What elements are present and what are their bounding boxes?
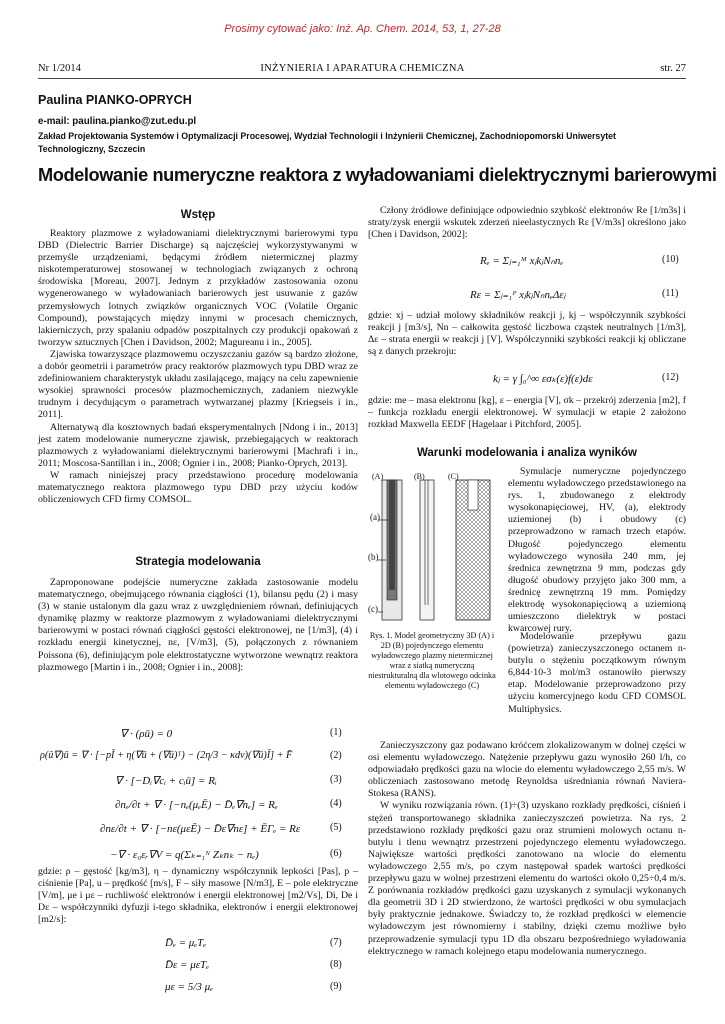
- page-number: str. 27: [660, 63, 686, 74]
- equation-number: (8): [330, 959, 342, 970]
- equation-number: (9): [330, 981, 342, 992]
- equation-number: (7): [330, 937, 342, 948]
- part-label: (b): [368, 552, 379, 562]
- paragraph: Człony źródłowe definiujące odpowiednio szybkość elektronów Re [1/m3s] i straty/zysk energii wskutek zderzeń nieelastycznych Rε [V/m3s] określono jako [Chen i Davidson, 2002]:: [368, 205, 686, 241]
- strategy-text: [38, 577, 358, 674]
- paragraph: gdzie: me – masa elektronu [kg], ε – energia [V], σk – przekrój zderzenia [m2], f – funkcja rozkładu energii elektronowej. W symulacji w etapie 2 założono rozkład Maxwella EEDF [Hagelaar i Pitchford, 2005].: [368, 395, 686, 431]
- paragraph: Zanieczyszczony gaz podawano króćcem zlokalizowanym w dolnej części w osi elementu wyładowczego. Natężenie przepływu gazu wynosiło 260 l/h, co odpowiadało prędkości gazu na wlocie do elementu wyładowczego 2,55 m/s. W obliczeniach zastosowano metodę Reynoldsa uśredniania równań Naviera-Stokesa (RANS).: [368, 740, 686, 800]
- equation-5: ∂nε/∂t + ∇ · [−nε(μεĒ) − D̄ε∇nε] + ĒΓₑ = Rε: [100, 823, 301, 835]
- journal-name: INŻYNIERIA I APARATURA CHEMICZNA: [260, 63, 465, 74]
- panel-label: (B): [414, 472, 425, 481]
- issue-number: Nr 1/2014: [38, 63, 81, 74]
- paragraph: Modelowanie przepływu gazu (powietrza) zanieczyszczonego octanem n-butylu o stężeniu początkowym równym 6,844·10-3 mol/m3 ostanowiło pierwszy etap. Modelowanie przeprowadzono przy użyciu komercyjnego kodu CFD COMSOL Multiphysics.: [508, 631, 686, 715]
- section-heading-strategy: Strategia modelowania: [135, 556, 261, 568]
- hv-electrode-3d: [389, 480, 395, 590]
- rate-coefficients-text: [368, 310, 686, 358]
- geometry-model-figure: [368, 470, 498, 626]
- equation-10: Rₑ = Σⱼ₌₁ᴹ xⱼkⱼNₙnₑ: [480, 255, 564, 267]
- equation-number: (2): [330, 750, 342, 761]
- equation-number: (10): [662, 254, 679, 265]
- part-label: (a): [370, 512, 380, 522]
- equation-number: (1): [330, 727, 342, 738]
- author-email: e-mail: paulina.pianko@zut.edu.pl: [38, 116, 197, 127]
- equation-9: με = 5/3 μₑ: [165, 981, 213, 993]
- equation-number: (6): [330, 848, 342, 859]
- equation-2: ρ(ū∇)ū = ∇ · [−pĪ + η(∇ū + (∇ū)ᵀ) − (2η/3 − κdv)(∇ū)Ī] + F̄: [40, 750, 293, 761]
- paragraph: W wyniku rozwiązania równ. (1)÷(3) uzyskano rozkłady prędkości, ciśnień i stężeń transportowanego składnika zanieczyszczeń powietrza. Na rys. 2 przedstawiono rozkłady prędkości gazu oraz strumieni molowych octanu n-butylu i tlenu wewnątrz przestrzeni pojedynczego elementu wyładowczego. Największe wartości prędkości zanotowano na wlocie do elementu wyładowczego 2,55 m/s, po czym następował spadek wartości prędkości przepływu gazu w wolnej przestrzeni elementu do wartości około 0,25÷0,4 m/s. Z porównania rozkładów prędkości gazu uzyskanych z symulacji wykonanych dla geometrii 3D i 2D stwierdzono, że wartości prędkości w obu symulacjach były praktycznie jednakowe. Świadczy to, że rozkład prędkości w elemencie wyładowczym jest równomierny i stabilny, dzięki czemu możliwe było przeprowadzenie symulacji typu 1D dla obszaru bezpośredniego wyładowania elektrycznego w ramach kolejnego etapu modelowania numerycznego.: [368, 800, 686, 957]
- maxwell-text: [368, 395, 686, 431]
- equation-6: −∇ · ε₀εᵣ∇V = q(Σₖ₌₁ᴺ Zₖnₖ − nₑ): [110, 849, 259, 861]
- panel-label: (C): [448, 472, 459, 481]
- paper-title: Modelowanie numeryczne reaktora z wyładowaniami dielektrycznymi barierowymi: [38, 165, 717, 185]
- equation-7: D̄ₑ = μₑTₑ: [165, 937, 207, 949]
- intro-text: [38, 228, 358, 506]
- header-rule: [38, 78, 686, 79]
- figure-caption: Rys. 1. Model geometryczny 3D (A) i 2D (B) pojedynczego elementu wyładowczego plazmy nietermicznej wraz z siatką numeryczną niestrukturalną dla wlotowego odcinka elementu wyładowczego (C): [368, 631, 496, 690]
- section-heading-intro: Wstęp: [180, 209, 216, 221]
- equation-3: ∇ · [−Dᵢ∇cᵢ + cᵢū] = Rᵢ: [115, 775, 217, 787]
- equation-number: (4): [330, 798, 342, 809]
- panel-label: (A): [372, 472, 384, 481]
- citation-banner: Prosimy cytować jako: Inż. Ap. Chem. 2014, 53, 1, 27-28: [224, 23, 501, 35]
- gas-flow-text: [508, 631, 686, 716]
- paragraph: Zaproponowane podejście numeryczne zakłada zastosowanie modelu matematycznego, obejmującego równania ciągłości (1), bilansu pędu (2) i masy (3) w stanie ustalonym dla gazu wraz z uwzględnieniem równań, definiujących dynamikę plazmy w reaktorze plazmowym z wyładowaniami dielektrycznymi barierowymi w postaci równań ciągłości gęstości elektronowej, ne [1/m3], (4) i rozkładu energii kinetycznej, nε, [V/m3], (5), połączonych z równaniem Poissona (6), definiującym pole elektrostatyczne wytworzone wewnątrz reaktora plazmowego [Martin i in., 2008; Ognier i in., 2008]:: [38, 577, 358, 673]
- author-name: Paulina PIANKO-OPRYCH: [38, 93, 192, 107]
- equation-4: ∂nₑ/∂t + ∇ · [−nₑ(μₑĒ) − D̄ₑ∇nₑ] = Rₑ: [115, 799, 278, 811]
- equation-8: D̄ε = μεTₑ: [165, 959, 210, 971]
- paragraph: gdzie: ρ – gęstość [kg/m3], η – dynamiczny współczynnik lepkości [Pas], p – ciśnienie [Pa], u – prędkość [m/s], F – siły masowe [N/m3], E – pole elektryczne [V/m], μe i με – ruchliwość elektronów i energii elektronowej [m2/Vs], Di, De i Dε – współczynniki dyfuzji i-tego składnika, elektronów i energii elektronowej [m2/s]:: [38, 866, 358, 926]
- source-terms-text: [368, 205, 686, 241]
- author-affiliation: Zakład Projektowania Systemów i Optymalizacji Procesowej, Wydział Technologii i Inżynierii Chemicznej, Zachodniopomorski Uniwersytet Technologiczny, Szczecin: [38, 131, 616, 154]
- part-label: (c): [368, 604, 378, 614]
- conditions-text: [508, 466, 686, 635]
- equation-number: (12): [662, 372, 679, 383]
- housing-2d: [420, 480, 434, 620]
- paragraph: Alternatywą dla kosztownych badań eksperymentalnych [Ndong i in., 2013] jest zatem modelowanie numeryczne zjawisk, przebiegających w reaktorach plazmowych z wyładowaniami dielektrycznymi barierowymi [Machrafi i in., 2011; Moscosa-Santillan i in., 2008; Ognier i in., 2008; Pianko-Oprych, 2013].: [38, 421, 358, 469]
- equation-12: kⱼ = γ ∫₀^∞ εσₖ(ε)f(ε)dε: [493, 373, 593, 385]
- symbols-text: [38, 866, 358, 926]
- equation-11: Rε = Σⱼ₌₁ᴾ xⱼkⱼNₙnₑΔεⱼ: [470, 289, 566, 301]
- paragraph: gdzie: xj – udział molowy składników reakcji j, kj – współczynnik szybkości reakcji j [m3/s], Nn – całkowita gęstość liczbowa cząstek neutralnych [1/m3], Δε – strata energii w reakcji j [V]. Współczynniki szybkości reakcji kj obliczane są z danych przekroju:: [368, 310, 686, 358]
- paragraph: Symulacje numeryczne pojedynczego elementu wyładowczego przedstawionego na rys. 1, zbudowanego z elektrody wysokonapięciowej, HV, (a), elektrody uziemionej (b) i obudowy (c) przeprowadzono w ramach trzech etapów. Długość pojedynczego elementu wyładowczego wynosiła 240 mm, jej średnica zewnętrzna 9 mm, podczas gdy długość obudowy przyjęto jako 300 mm, a średnicę zewnętrzną 19 mm. Pomiędzy elektrodę wysokonapięciową a uziemioną umieszczono dielektryk w postaci kwarcowej rury.: [508, 466, 686, 635]
- equation-number: (11): [662, 288, 679, 299]
- paragraph: W ramach niniejszej pracy przedstawiono procedurę modelowania matematycznego reaktora plazmowego typu DBD przy użyciu kodów obliczeniowych CFD firmy COMSOL.: [38, 469, 358, 506]
- paragraph: Reaktory plazmowe z wyładowaniami dielektrycznymi barierowymi typu DBD (Dielectric Barrier Discharge) są najczęściej wykorzystywanymi w przemyśle urządzeniami, będącymi źródłem nietermicznej plazmy niskotemperaturowej stosowanej w technologiach związanych z ochroną środowiska [Moreau, 2007]. Jednym z przykładów zastosowania ozonu wygenerowanego w wyładowaniach barierowych jest usuwanie z gazów przemysłowych lotnych związków organicznych VOC (Volatile Organic Compound), powstających między innymi w procesach chemicznych, lakierniczych, przy spalaniu odpadów poszpitalnych czy produkcji opakowań z tworzyw sztucznych [Chen i Davidson, 2002; Magureanu i in., 2005].: [38, 228, 358, 348]
- equation-number: (5): [330, 822, 342, 833]
- results-text: [368, 740, 686, 958]
- equation-number: (3): [330, 774, 342, 785]
- figure-1: [368, 470, 498, 626]
- equation-1: ∇ · (ρū) = 0: [120, 728, 173, 740]
- paragraph: Zjawiska towarzyszące plazmowemu oczyszczaniu gazów są bardzo złożone, a dobór geometrii i parametrów pracy reaktorów plazmowych typu DBD wraz ze zdefiniowaniem charakterystyk układu zasilającego, mający na celu zapewnienie wysokiej sprawności procesów plazmochemicznych, zadaniem niezwykle trudnym i decydującym o parametrach wytwarzanej plazmy [Kriegseis i in., 2011].: [38, 348, 358, 421]
- section-heading-conditions: Warunki modelowania i analiza wyników: [416, 447, 638, 459]
